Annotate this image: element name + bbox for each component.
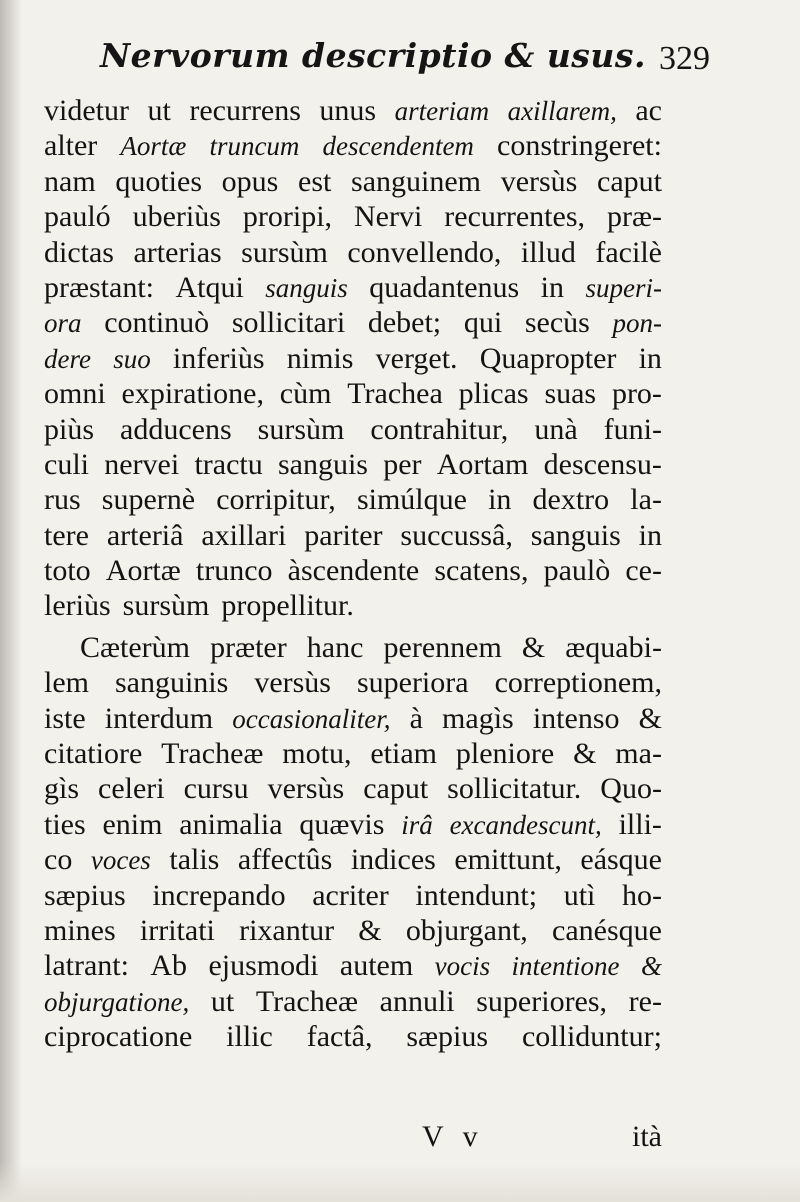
word: pleniore [455,737,555,771]
word: versùs [500,164,578,198]
word: qui [463,306,503,340]
word: & [521,630,546,664]
word: in [638,518,662,552]
word: in [488,483,512,517]
text-line [44,519,662,554]
word: nimis [286,341,354,375]
word: occasionaliter, [232,703,391,734]
word: leriùs [44,589,111,623]
word: paulò [543,554,611,588]
word: tere [44,518,89,552]
text-line [44,702,662,737]
word: sanguinem [351,164,482,198]
word: adducens [120,412,232,446]
word: & [573,737,597,771]
word: factâ, [306,1020,373,1054]
word: descensu- [543,447,662,481]
word: Quo- [600,772,662,806]
text-line [44,94,662,129]
text-line [44,772,662,807]
word: ejusmodi [208,949,319,983]
word: unus [319,94,377,127]
signature-mark: V v [422,1120,484,1153]
text-line [44,914,662,949]
word: mines [44,913,116,947]
word: descendentem [322,131,474,162]
word: gìs [44,772,80,806]
word: superi- [585,272,662,303]
word: lem [44,666,89,700]
word: latrant: [44,949,129,983]
word: voces [90,845,151,876]
word: intendunt; [415,878,538,912]
word: dere [44,343,91,374]
word: Aortæ [105,554,181,588]
word: superiores, [476,984,608,1018]
word: acriter [312,878,389,912]
catchword: ità [632,1120,662,1153]
word: sanguinis [114,666,229,700]
word: Tracheæ [161,737,264,771]
word: & [358,913,382,947]
word: quoties [115,164,202,198]
word: truncum [209,131,300,162]
word: in [540,270,564,304]
word: ut [147,94,171,127]
word: ac [635,94,662,127]
word: illud [520,235,576,269]
word: irâ [401,809,433,840]
word: arteriâ [106,518,184,552]
word: pon- [612,308,662,339]
word: sollicitatur. [447,772,582,806]
page-number: 329 [659,40,710,77]
word: versùs [254,666,331,700]
word: ma- [615,737,662,771]
text-line [44,483,662,518]
word: sursùm [241,235,328,269]
word: sursùm [257,412,345,446]
word: & [640,951,662,982]
word: illic [226,1020,273,1054]
word: præ- [606,200,662,234]
word: perennem [383,630,502,664]
word: axillari [201,518,287,552]
word: rus [44,483,81,517]
word: succussâ, [400,518,513,552]
word: dictas [44,235,114,269]
word: uberiùs [132,200,221,234]
word: funi- [603,412,662,446]
text-line [44,1020,662,1055]
word: autem [339,949,414,983]
body-text [44,94,662,1056]
word: expiratione, [121,377,264,411]
word: intenso [532,701,620,735]
gutter-shadow [0,0,22,1202]
word: annuli [379,984,455,1018]
word: omni [44,377,106,411]
word: debet; [367,306,442,340]
word: sanguis [530,518,621,552]
word: intentione [511,951,620,982]
word: videtur [44,94,129,127]
word: Cæterùm [80,630,190,664]
word: trunco [195,554,273,588]
page-edge-shadow [0,1162,800,1202]
word: Aortam [436,447,529,481]
word: constringeret: [497,129,662,163]
word: sanguis [265,272,348,303]
word: pariter [304,518,383,552]
word: Tracheæ [255,984,359,1018]
word: Quapropter [479,341,617,375]
page-footer [44,1120,662,1160]
word: præstant: [44,270,154,304]
word: versùs [267,772,345,806]
word: iste [44,701,86,735]
word: toto [44,554,91,588]
text-line [44,236,662,271]
word: arterias [133,235,222,269]
word: canésque [552,913,662,947]
running-title: Nervorum descriptio & usus. [100,36,646,75]
word: ce- [625,554,662,588]
word: talis [169,843,220,877]
word: indices [350,843,436,877]
word: correptionem, [494,666,662,700]
page-header [100,36,710,88]
word: citatiore [44,737,143,771]
word: celeri [98,772,165,806]
word: suas [544,377,597,411]
word: supernè [101,483,196,517]
word: animalia [179,807,283,841]
word: illi- [618,807,662,841]
word: Trachea [347,377,443,411]
word: opus [221,164,279,198]
word: ciprocatione [44,1020,193,1054]
word: Nervi [354,200,423,234]
word: emittunt, [454,843,562,877]
word: contrahitur, [370,412,509,446]
word: Aortæ [120,131,187,162]
word: & [638,701,662,735]
word: nervei [104,447,180,481]
word: tractu [194,447,263,481]
word: caput [597,164,662,198]
word: æquabi- [565,630,662,664]
word: scatens, [434,554,529,588]
word: recurrens [189,94,301,127]
word: enim [102,807,163,841]
word: pauló [44,200,111,234]
word: objurgant, [405,913,528,947]
word: ora [44,308,82,339]
word: piùs [44,412,95,446]
word: unà [534,412,578,446]
word: increpando [152,878,286,912]
text-line [44,165,662,200]
word: objurgatione, [44,986,190,1017]
word: continuò [104,306,210,340]
word: ho- [621,878,662,912]
word: sæpius [44,878,126,912]
word: quævis [299,807,385,841]
word: recurrentes, [444,200,586,234]
word: vocis [434,951,491,982]
word: la- [630,483,662,517]
word: rixantur [239,913,335,947]
word: præter [210,630,287,664]
word: colliduntur; [521,1020,662,1054]
text-line [44,377,662,412]
word: culi [44,447,89,481]
word: pro- [611,377,662,411]
word: nam [44,164,96,198]
text-line [44,554,662,589]
text-line [44,306,662,341]
word: inferiùs [172,341,265,375]
word: sursùm [122,589,210,623]
word: quadantenus [369,270,520,304]
word: eásque [580,843,662,877]
word: re- [628,984,662,1018]
word: axillarem, [507,96,617,126]
word: proripi, [242,200,333,234]
word: sollicitari [231,306,346,340]
word: cursu [183,772,249,806]
word: verget. [375,341,458,375]
word: Ab [150,949,188,983]
text-line [44,413,662,448]
word: ties [44,807,86,841]
word: etiam [370,737,437,771]
word: motu, [282,737,352,771]
text-line [44,631,662,666]
text-line [44,271,662,306]
word: plicas [458,377,529,411]
word: simúlque [356,483,467,517]
text-line [44,949,662,984]
word: dextro [532,483,610,517]
text-line [44,985,662,1020]
word: arteriam [394,96,490,126]
word: interdum [104,701,214,735]
word: Atqui [175,270,244,304]
word: facilè [595,235,662,269]
word: caput [363,772,429,806]
word: est [298,164,332,198]
word: corripitur, [216,483,336,517]
word: hanc [306,630,364,664]
text-line [44,737,662,772]
word: cùm [279,377,332,411]
word: excandescunt, [449,809,602,840]
word: suo [113,343,151,374]
word: ut [210,984,235,1018]
word: convellendo, [347,235,502,269]
word: per [383,447,422,481]
text-line [44,448,662,483]
word: superiora [356,666,469,700]
word: secùs [524,306,590,340]
word: àscendente [287,554,420,588]
text-line [44,666,662,701]
word: alter [44,129,98,163]
text-line [44,342,662,377]
word: à [409,701,423,735]
text-line [44,843,662,878]
text-line [44,200,662,235]
text-line [44,808,662,843]
text-line [44,129,662,164]
word: in [638,341,662,375]
word: sæpius [406,1020,489,1054]
word: sanguis [277,447,368,481]
word: affectûs [237,843,333,877]
text-line [44,879,662,914]
word: co [44,843,73,877]
word: irritati [139,913,215,947]
text-line [44,589,662,624]
word: utì [563,878,596,912]
word: propellitur. [221,589,354,623]
word: magìs [442,701,514,735]
